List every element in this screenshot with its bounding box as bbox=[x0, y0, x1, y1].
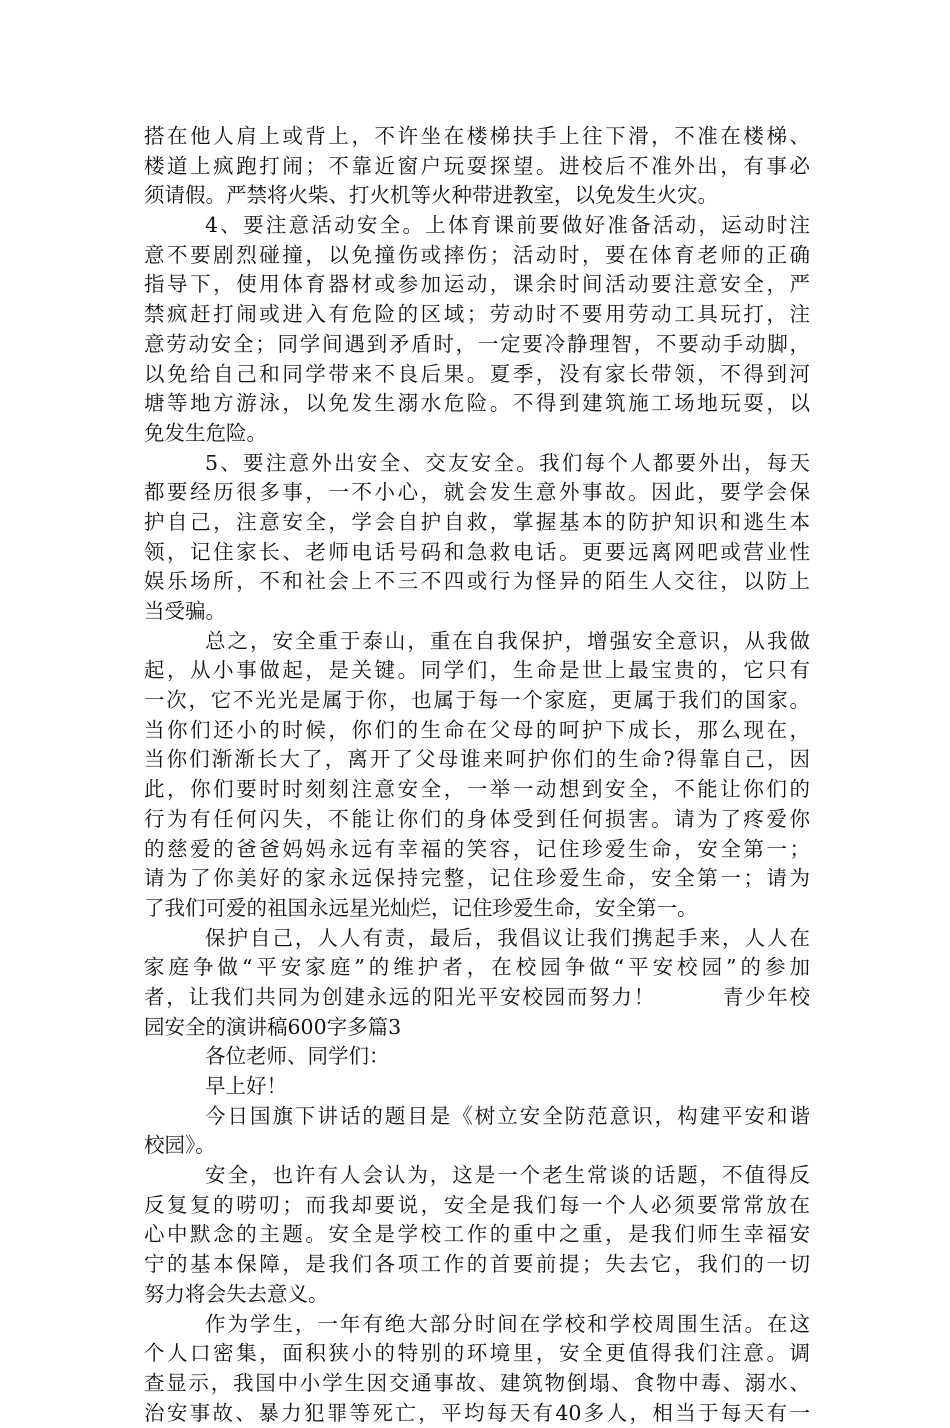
text-line: 意不要剧烈碰撞，以免撞伤或摔伤；活动时，要在体育老师的正确 bbox=[144, 242, 810, 267]
text-line: 宁的基本保障，是我们各项工作的首要前提；失去它，我们的一切 bbox=[144, 1252, 810, 1277]
text-line: 娱乐场所，不和社会上不三不四或行为怪异的陌生人交往，以防上 bbox=[144, 569, 810, 594]
text-line: 楼道上疯跑打闹；不靠近窗户玩耍探望。进校后不准外出，有事必 bbox=[144, 153, 810, 178]
text-line: 免发生危险。 bbox=[144, 420, 267, 445]
text-line: 指导下，使用体育器材或参加运动，课余时间活动要注意安全，严 bbox=[144, 272, 810, 297]
text-line: 禁疯赶打闹或进入有危险的区域；劳动时不要用劳动工具玩打，注 bbox=[144, 302, 810, 327]
document-page bbox=[144, 122, 810, 1428]
text-line: 心中默念的主题。安全是学校工作的重中之重，是我们师生幸福安 bbox=[144, 1222, 810, 1247]
text-line: 都要经历很多事，一不小心，就会发生意外事故。因此，要学会保 bbox=[144, 480, 810, 505]
text-line: 保护自己，人人有责，最后，我倡议让我们携起手来，人人在 bbox=[205, 925, 810, 950]
text-line: 各位老师、同学们： bbox=[205, 1044, 390, 1069]
text-line: 努力将会失去意义。 bbox=[144, 1281, 329, 1306]
text-line: 早上好！ bbox=[205, 1074, 287, 1098]
text-line: 查显示，我国中小学生因交通事故、建筑物倒塌、食物中毒、溺水、 bbox=[144, 1370, 810, 1395]
text-line: 了我们可爱的祖国永远星光灿烂，记住珍爱生命，安全第一。 bbox=[144, 895, 698, 920]
text-line: 家庭争做“平安家庭”的维护者，在校园争做“平安校园”的参加 bbox=[144, 955, 810, 980]
text-line: 一次，它不光光是属于你，也属于每一个家庭，更属于我们的国家。 bbox=[144, 688, 810, 713]
text-line: 当你们渐渐长大了，离开了父母谁来呵护你们的生命?得靠自己，因 bbox=[144, 747, 810, 772]
text-line: 治安事故、暴力犯罪等死亡，平均每天有40多人，相当于每天有一 bbox=[144, 1400, 810, 1425]
text-line: 个人口密集，面积狭小的特别的环境里，安全更值得我们注意。调 bbox=[144, 1341, 810, 1366]
text-line: 5、要注意外出安全、交友安全。我们每个人都要外出，每天 bbox=[205, 450, 810, 475]
text-line: 领，记住家长、老师电话号码和急救电话。更要远离网吧或营业性 bbox=[144, 539, 810, 564]
text-line: 塘等地方游泳，以免发生溺水危险。不得到建筑施工场地玩耍，以 bbox=[144, 391, 810, 416]
text-line: 须请假。严禁将火柴、打火机等火种带进教室，以免发生火灾。 bbox=[144, 183, 718, 208]
text-line: 行为有任何闪失，不能让你们的身体受到任何损害。请为了疼爱你 bbox=[144, 806, 810, 831]
text-line: 安全，也许有人会认为，这是一个老生常谈的话题，不值得反 bbox=[205, 1163, 810, 1188]
text-line: 当你们还小的时候，你们的生命在父母的呵护下成长，那么现在， bbox=[144, 717, 810, 742]
text-line: 起，从小事做起，是关键。同学们，生命是世上最宝贵的，它只有 bbox=[144, 658, 810, 683]
text-line: 当受骗。 bbox=[144, 599, 226, 623]
text-line: 此，你们要时时刻刻注意安全，一举一动想到安全，不能让你们的 bbox=[144, 777, 810, 802]
text-line: 搭在他人肩上或背上，不许坐在楼梯扶手上往下滑，不准在楼梯、 bbox=[144, 124, 810, 148]
text-line: 总之，安全重于泰山，重在自我保护，增强安全意识，从我做 bbox=[205, 628, 810, 653]
text-line: 的慈爱的爸爸妈妈永远有幸福的笑容，记住珍爱生命，安全第一； bbox=[144, 836, 810, 861]
text-line: 4、要注意活动安全。上体育课前要做好准备活动，运动时注 bbox=[205, 213, 810, 238]
text-line: 反复复的唠叨；而我却要说，安全是我们每一个人必须要常常放在 bbox=[144, 1192, 810, 1217]
text-line: 者，让我们共同为创建永远的阳光平安校园而努力！ 青少年校 bbox=[144, 984, 810, 1009]
text-line: 作为学生，一年有绝大部分时间在学校和学校周围生活。在这 bbox=[205, 1311, 810, 1336]
text-line: 请为了你美好的家永远保持完整，记住珍爱生命，安全第一；请为 bbox=[144, 866, 810, 891]
text-line: 意劳动安全；同学间遇到矛盾时，一定要冷静理智，不要动手动脚， bbox=[144, 331, 810, 356]
text-line: 园安全的演讲稿600字多篇3 bbox=[144, 1014, 402, 1039]
text-line: 校园》。 bbox=[144, 1133, 216, 1158]
text-line: 护自己，注意安全，学会自护自救，掌握基本的防护知识和逃生本 bbox=[144, 509, 810, 534]
text-line: 今日国旗下讲话的题目是《树立安全防范意识，构建平安和谐 bbox=[205, 1103, 810, 1128]
text-line: 以免给自己和同学带来不良后果。夏季，没有家长带领，不得到河 bbox=[144, 361, 810, 386]
